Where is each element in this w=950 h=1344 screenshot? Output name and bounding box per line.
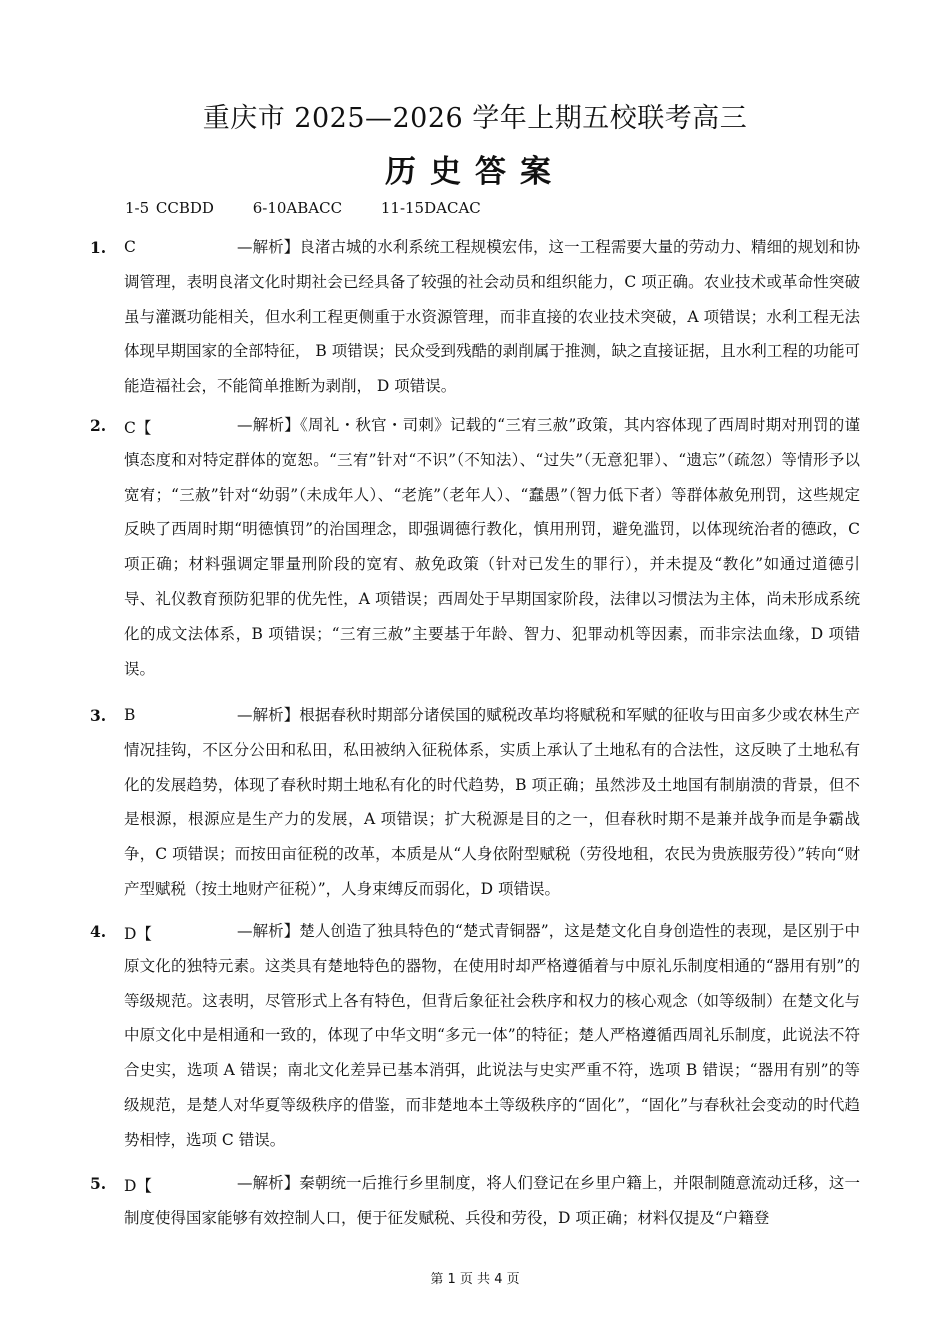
explanation-text: —解析】楚人创造了独具特色的“楚式青铜器”，这是楚文化自身创造性的表现，是区别于中原文化的独特元素。这类具有楚地特色的器物，在使用时却严格遵循着与中原礼乐制度相通的“器用有别”的等级规范。这表明，尽管形式上各有特色，但背后象征社会秩序和权力的核心观念（如等级制）在楚文化与中原文化中是相通和一致的，体现了中华文明“多元一体”的特征；楚人严格遵循西周礼乐制度，此说法不符合史实，选项 A 错误；南北文化差异已基本消弭，此说法与史实严重不符，选项 B 错误；“器用有别”的等级规范，是楚人对华夏等级秩序的借鉴，而非楚地本土等级秩序的“固化”，“固化”与春秋社会变动的时代趋势相悖，选项 C 错误。	[124, 922, 860, 1149]
question-3	[90, 706, 860, 907]
question-number: 3.	[90, 706, 107, 725]
answer-key-group: 1-5 CCBDD	[125, 199, 214, 217]
question-4	[90, 922, 860, 1158]
question-1	[90, 238, 860, 404]
answer-choice: B	[124, 706, 136, 724]
explanation-text: —解析】良渚古城的水利系统工程规模宏伟，这一工程需要大量的劳动力、精细的规划和协调管理，表明良渚文化时期社会已经具备了较强的社会动员和组织能力，C 项正确。农业技术或革命性突破虽与灌溉功能相关，但水利工程更侧重于水资源管理，而非直接的农业技术突破，A 项错误；水利工程无法体现早期国家的全部特征， B 项错误；民众受到残酷的剥削属于推测，缺之直接证据，且水利工程的功能可能造福社会，不能简单推断为剥削， D 项错误。	[124, 238, 860, 396]
answer-choice: D【	[124, 925, 152, 943]
explanation-text: —解析】根据春秋时期部分诸侯国的赋税改革均将赋税和军赋的征收与田亩多少或农林生产情况挂钩，不区分公田和私田，私田被纳入征税体系，实质上承认了土地私有的合法性，这反映了土地私有化的发展趋势，体现了春秋时期土地私有化的时代趋势，B 项正确；虽然涉及土地国有制崩溃的背景，但不是根源，根源应是生产力的发展，A 项错误；扩大税源是目的之一，但春秋时期不是兼并战争而是争霸战争，C 项错误；而按田亩征税的改革，本质是从“人身依附型赋税（劳役地租，农民为贵族服劳役）”转向“财产型赋税（按土地财产征税）”，人身束缚反而弱化，D 项错误。	[124, 706, 860, 898]
answer-choice: D【	[124, 1177, 152, 1195]
explanation-text: —解析】秦朝统一后推行乡里制度，将人们登记在乡里户籍上，并限制随意流动迁移，这一制度使得国家能够有效控制人口，便于征发赋税、兵役和劳役，D 项正确；材料仅提及“户籍登	[124, 1174, 860, 1227]
answer-choice: C	[124, 238, 136, 256]
page-subtitle: 历史答案	[385, 154, 565, 190]
answer-choice: C【	[124, 419, 152, 437]
question-2	[90, 416, 860, 686]
question-number: 1.	[90, 238, 107, 257]
question-number: 5.	[90, 1174, 107, 1193]
page-title: 重庆市 2025—2026 学年上期五校联考高三	[202, 103, 748, 134]
question-number: 2.	[90, 416, 107, 435]
question-number: 4.	[90, 922, 107, 941]
answer-key-group: 11-15DACAC	[380, 199, 481, 217]
answer-key-group: 6-10ABACC	[252, 199, 343, 217]
page-number: 第 1 页 共 4 页	[430, 1272, 520, 1287]
answer-key	[125, 199, 513, 217]
explanation-text: —解析】《周礼・秋官・司刺》记载的“三宥三赦”政策，其内容体现了西周时期对刑罚的谨慎态度和对特定群体的宽恕。“三宥”针对“不识”（不知法）、“过失”（无意犯罪）、“遗忘”（疏忽）等情形予以宽宥；“三赦”针对“幼弱”（未成年人）、“老旄”（老年人）、“蠢愚”（智力低下者）等群体赦免刑罚，这些规定反映了西周时期“明德慎罚”的治国理念，即强调德行教化，慎用刑罚，避免滥罚，以体现统治者的德政，C 项正确；材料强调定罪量刑阶段的宽宥、赦免政策（针对已发生的罪行），并未提及“教化”如通过道德引导、礼仪教育预防犯罪的优先性，A 项错误；西周处于早期国家阶段，法律以习惯法为主体，尚未形成系统化的成文法体系，B 项错误；“三宥三赦”主要基于年龄、智力、犯罪动机等因素，而非宗法血缘，D 项错误。	[124, 416, 860, 678]
question-5	[90, 1174, 860, 1236]
